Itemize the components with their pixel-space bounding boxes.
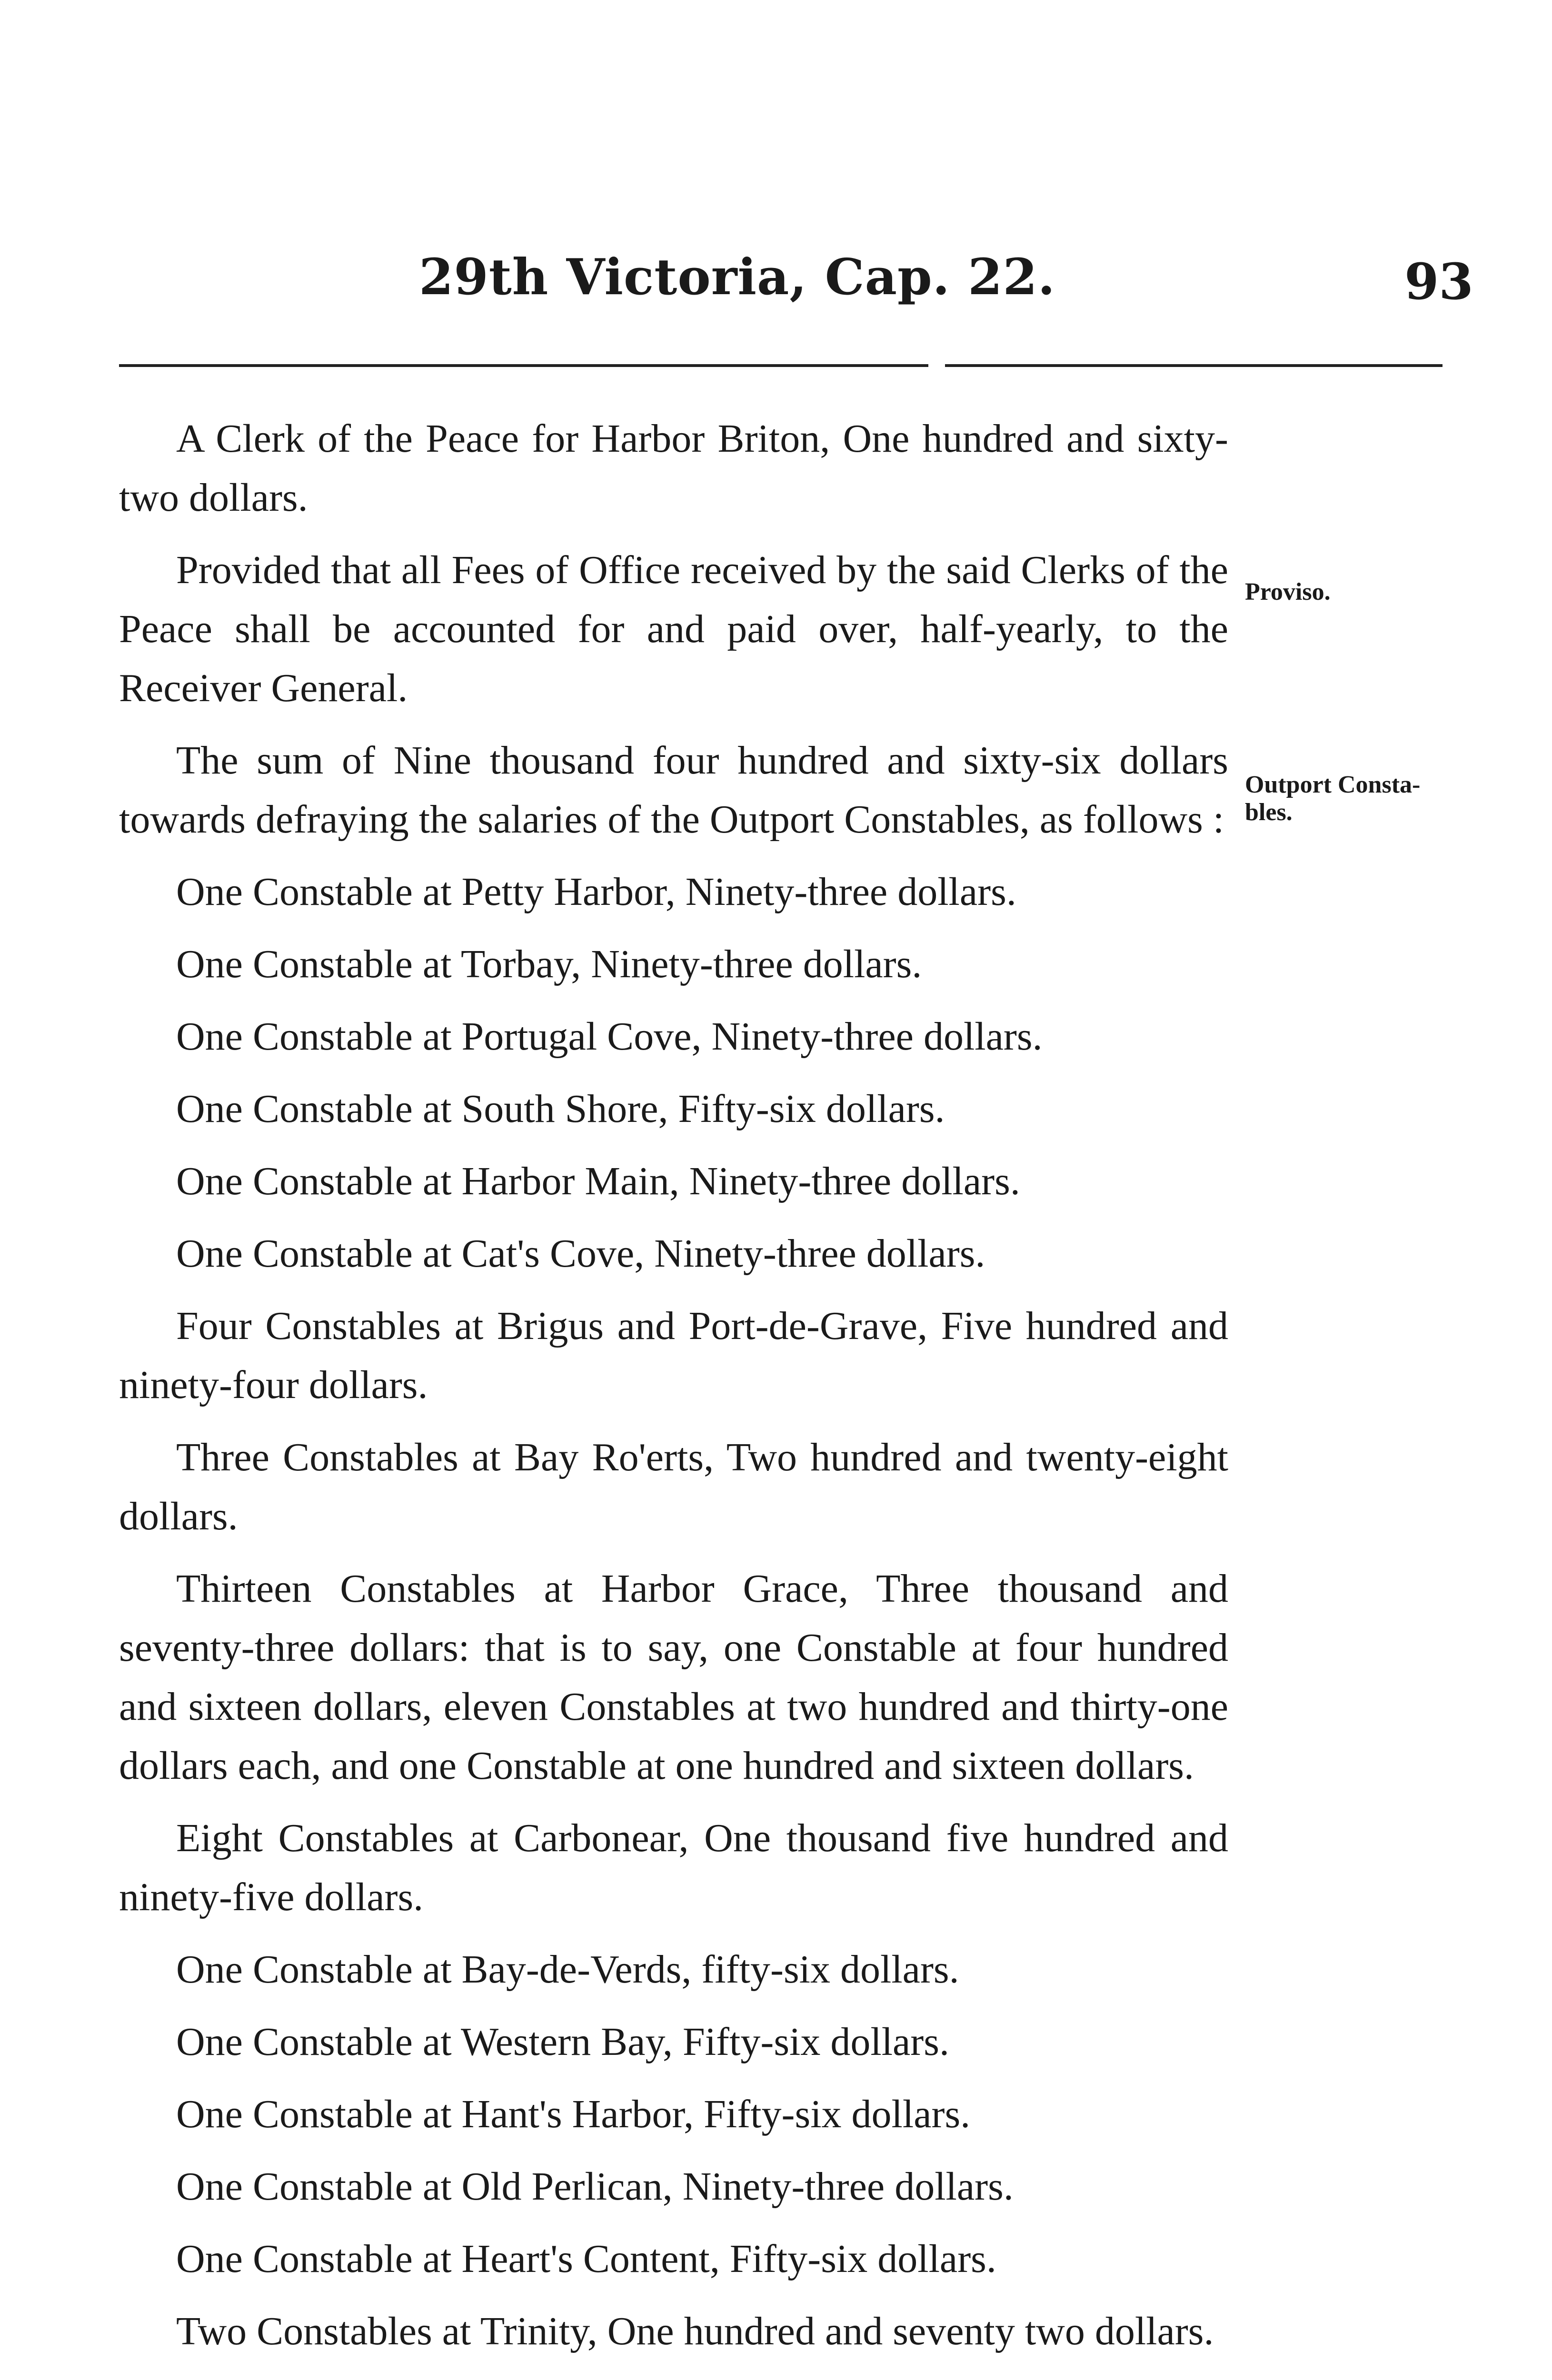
page-number: 93 bbox=[1404, 252, 1473, 311]
constable-entry: One Constable at Petty Harbor, Ninety-three dollars. bbox=[176, 870, 1016, 914]
paragraph-clerk-harbor-briton: A Clerk of the Peace for Harbor Briton, One hundred and sixty-two dollars. bbox=[119, 416, 1228, 520]
constable-entry: One Constable at Heart's Content, Fifty-six dollars. bbox=[176, 2237, 996, 2281]
sidenote-outport-line1: Outport Consta- bbox=[1245, 771, 1421, 798]
constable-entry: Three Constables at Bay Ro'erts, Two hundred and twenty-eight dollars. bbox=[119, 1435, 1228, 1538]
sidenote-outport-constables bbox=[1245, 771, 1445, 826]
header-rule-right bbox=[945, 364, 1443, 367]
paragraph-proviso: Provided that all Fees of Office received by the said Clerks of the Peace shall be accounted for and paid over, half-yearly, to the Receiver General. bbox=[119, 548, 1228, 710]
constable-entry: One Constable at South Shore, Fifty-six dollars. bbox=[176, 1087, 945, 1131]
constable-entry: One Constable at Cat's Cove, Ninety-three dollars. bbox=[176, 1231, 985, 1276]
constable-entry: One Constable at Hant's Harbor, Fifty-six dollars. bbox=[176, 2092, 971, 2136]
header-rule-left bbox=[119, 364, 928, 367]
body-text bbox=[119, 409, 1228, 2374]
constable-entry: Two Constables at Trinity, One hundred and seventy two dollars. bbox=[176, 2309, 1214, 2353]
constable-entry: Four Constables at Brigus and Port-de-Grave, Five hundred and ninety-four dollars. bbox=[119, 1304, 1228, 1407]
constable-entry: One Constable at Torbay, Ninety-three dollars. bbox=[176, 942, 922, 986]
constable-entry: One Constable at Portugal Cove, Ninety-three dollars. bbox=[176, 1014, 1043, 1059]
constable-entry: Eight Constables at Carbonear, One thousand five hundred and ninety-five dollars. bbox=[119, 1816, 1228, 1919]
constable-entry: Thirteen Constables at Harbor Grace, Three thousand and seventy-three dollars: that is to say, one Constable at four hundred and sixteen dollars, eleven Constables at two hundred and thirty-one dollars each, and one Constable at one hundred and sixteen dollars. bbox=[119, 1567, 1228, 1788]
sidenote-proviso: Proviso. bbox=[1245, 578, 1331, 605]
constable-entry: One Constable at Harbor Main, Ninety-three dollars. bbox=[176, 1159, 1020, 1203]
constable-entry: One Constable at Western Bay, Fifty-six dollars. bbox=[176, 2020, 949, 2064]
sidenote-outport-line2: bles. bbox=[1245, 799, 1293, 826]
paragraph-outport-intro: The sum of Nine thousand four hundred and sixty-six dollars towards defraying the salaries of the Outport Constables, as follows : bbox=[119, 738, 1228, 842]
constable-entry: One Constable at Bay-de-Verds, fifty-six dollars. bbox=[176, 1947, 959, 1992]
page-header-title: 29th Victoria, Cap. 22. bbox=[419, 248, 1056, 306]
constable-entry: One Constable at Old Perlican, Ninety-three dollars. bbox=[176, 2164, 1014, 2209]
